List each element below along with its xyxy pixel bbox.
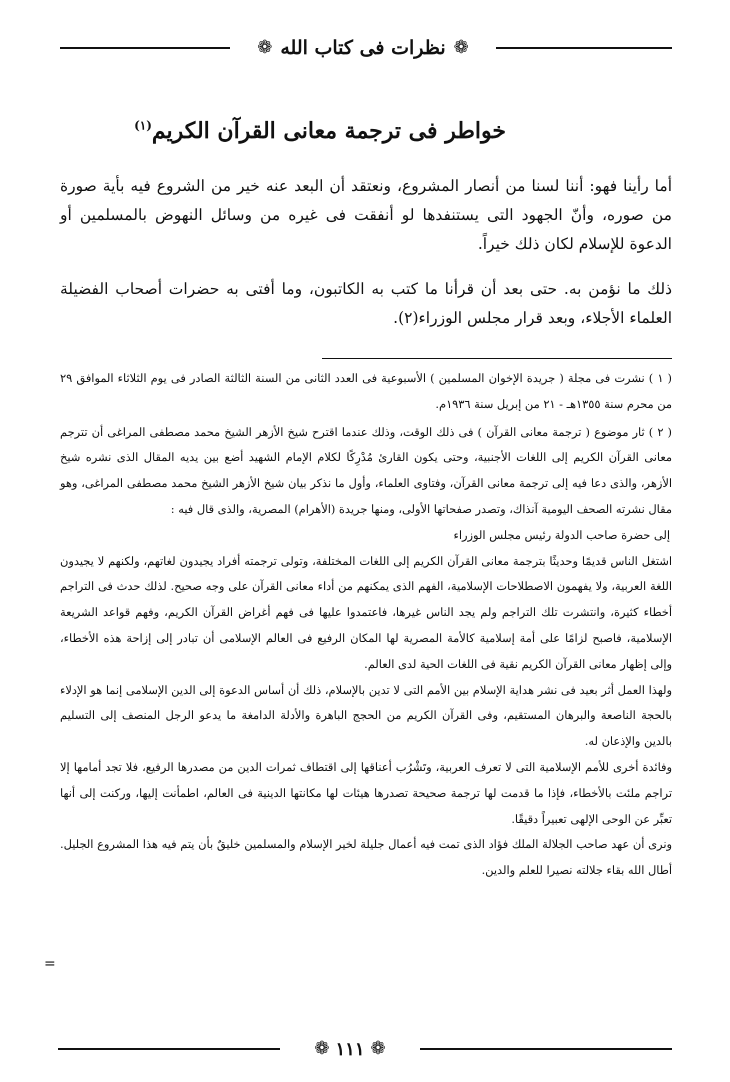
footnote-paragraph: اشتغل الناس قديمًا وحديثًا بترجمة معانى القرآن الكريم إلى اللغات المختلفة، وتولى ترجمته أفراد يجيدون لغاتهم، ولكنهم لا يجيدون اللغة العربية، ولا يفهمون الاصطلاحات الإسلامية، الفهم الذى يمكنهم من أداء معانى القرآن على وجه صحيح. لذلك حدث فى التراجم أخطاء كثيرة، وانتشرت تلك التراجم ولم يجد الناس غيرها، فاعتمدوا عليها فى فهم أغراض القرآن الكريم، وفهم قواعد الشريعة الإسلامية، فاصبح لزامًا على أمة إسلامية كالأمة المصرية لها المكان الرفيع فى العالم الإسلامى أن تبادر إلى إزاحة هذه الأخطاء، وإلى إظهار معانى القرآن الكريم نقية فى اللغات الحية لدى العالم.: [60, 553, 672, 671]
flower-ornament-icon: ❁: [314, 1038, 330, 1059]
footnote-paragraph: ونرى أن عهد صاحب الجلالة الملك فؤاد الذى تمت فيه أعمال جليلة لخير الإسلام والمسلمين خليقٌ بأن يتم فيه هذا المشروع الجليل. أطال الله بقاء جلالته نصيرا للعلم والدين.: [60, 837, 672, 878]
page-number: ١١١: [335, 1038, 365, 1060]
article-title: خواطر فى ترجمة معانى القرآن الكريم: [151, 118, 506, 144]
article-body: [60, 172, 672, 349]
header-title-group: [230, 28, 496, 68]
body-paragraph: أما رأينا فهو: أننا لسنا من أنصار المشروع، ونعتقد أن البعد عنه خير من الشروع فيه بأية صورة من صوره، وأنّ الجهود التى يستنفدها لو أنفقت فى غيره من وسائل النهوض بالمسلمين أو الدعوة للإسلام لكان ذلك خيراً.: [60, 177, 672, 253]
title-footnote-ref: (١): [134, 118, 152, 133]
footer-rule-left: [58, 1048, 280, 1050]
body-paragraph: ذلك ما نؤمن به. حتى بعد أن قرأنا ما كتب به الكاتبون، وما أفتى به حضرات أصحاب الفضيلة العلماء الأجلاء، وبعد قرار مجلس الوزراء(٢).: [60, 280, 672, 327]
footnote-2: ( ٢ ) ثار موضوع ( ترجمة معانى القرآن ) فى ذلك الوقت، وذلك عندما اقترح شيخ الأزهر الشيخ محمد مصطفى المراغى أن تترجم معانى القرآن الكريم إلى اللغات الأجنبية، وحتى يكون القارئ مُدْرِكًا لكلام الإمام الشهيد أضع بين يديه المقال الذى نشره شيخ الأزهر، والذى دعا فيه إلى ترجمة معانى القرآن، وفتاوى العلماء، وأول ما نذكر بيان شيخ الأزهر الشيخ محمد مصطفى المراغى، وهو مقال نشرته الصحف اليومية آنذاك، وتصدر صفحاتها الأولى، ومنها جريدة (الأهرام) المصرية، والذى قال فيه :: [60, 424, 672, 516]
page-number-group: [280, 1034, 420, 1064]
running-title: نظرات فى كتاب الله: [280, 37, 446, 59]
article-title-block: [120, 118, 520, 144]
header-rule-right: [496, 47, 672, 49]
header-rule-left: [60, 47, 230, 49]
footnote-1: ( ١ ) نشرت فى مجلة ( جريدة الإخوان المسلمين ) الأسبوعية فى العدد الثانى من السنة الثالثة الصادر فى يوم الثلاثاء الموافق ٢٩ من محرم سنة ١٣٥٥هـ - ٢١ من إبريل سنة ١٩٣٦م.: [60, 371, 672, 411]
flower-ornament-icon: ❁: [453, 37, 469, 58]
footnote-separator: [322, 358, 672, 359]
running-header: [60, 28, 672, 68]
footnote-salutation: إلى حضرة صاحب الدولة رئيس مجلس الوزراء: [453, 527, 670, 542]
flower-ornament-icon: ❁: [257, 37, 273, 58]
page-footer: [58, 1034, 672, 1064]
footnote-paragraph: ولهذا العمل أثر بعيد فى نشر هداية الإسلام بين الأمم التى لا تدين بالإسلام، ذلك أن أساس الدعوة إلى الدين الإسلامى إنما هو الإدلاء بالحجة الناصعة والبرهان المستقيم، وفى القرآن الكريم من الحجج الباهرة والأدلة الدامغة ما يدعو الرجل المنصف إلى التسليم بالدين والإذعان له.: [60, 682, 672, 749]
flower-ornament-icon: ❁: [370, 1038, 386, 1059]
footer-rule-right: [420, 1048, 672, 1050]
footnotes-section: [60, 366, 672, 884]
continuation-mark: =: [44, 956, 56, 972]
footnote-paragraph: وفائدة أخرى للأمم الإسلامية التى لا تعرف العربية، وتَشْرُب أعناقها إلى اقتطاف ثمرات الدين من مصدرها الرفيع، فلا تجد أمامها إلا تراجم ملئت بالأخطاء، فإذا ما قدمت لها ترجمة صحيحة تصدرها هيئات لها مكانتها الدينية فى العالم، اطمأنت إليها، وركنت إلى أنها تعبِّر عن الوحى الإلهى تعبيراً دقيقًا.: [60, 759, 672, 826]
